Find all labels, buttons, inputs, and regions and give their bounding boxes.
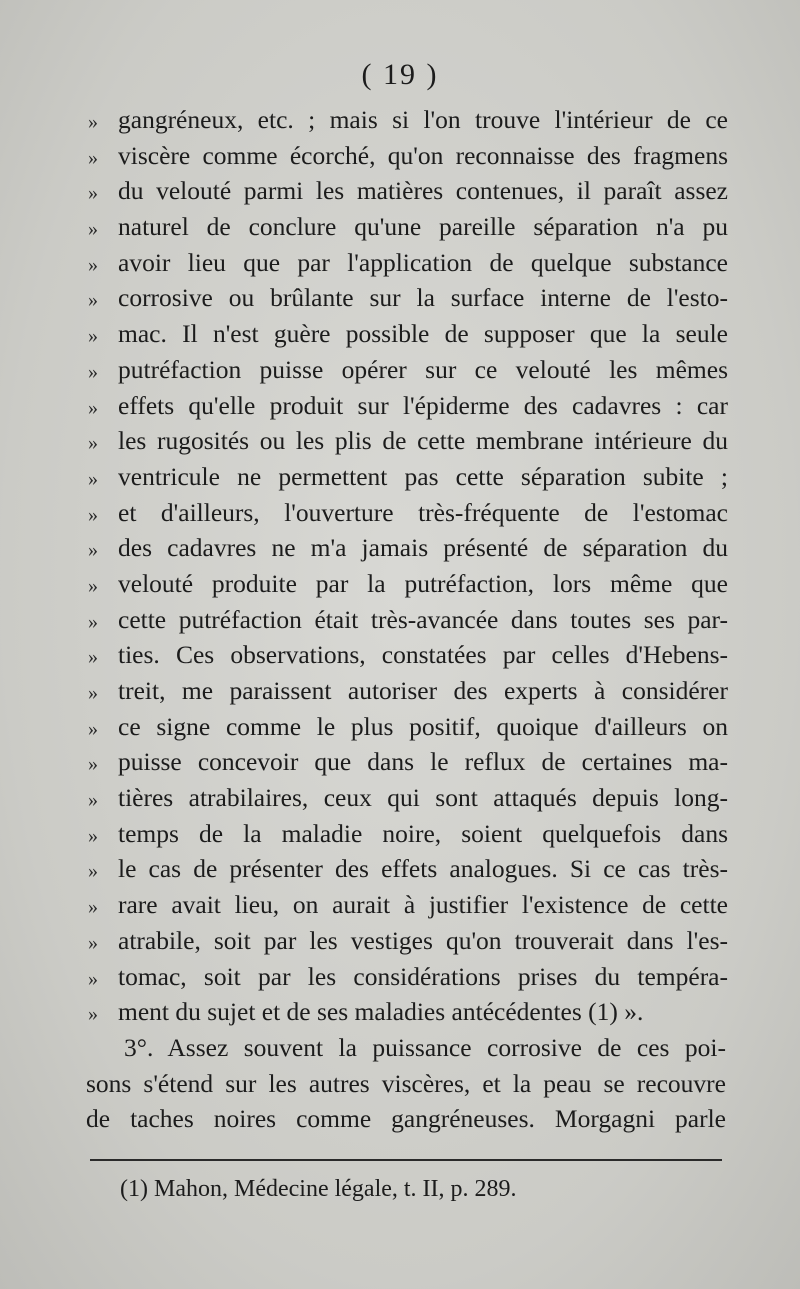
- quote-mark: »: [88, 610, 98, 633]
- text-line: [88, 245, 728, 281]
- quote-mark: »: [88, 789, 98, 812]
- text-line: [88, 744, 728, 780]
- text-line: [88, 709, 728, 745]
- line-text: viscère comme écorché, qu'on reconnaisse des fragmens: [118, 140, 728, 170]
- quote-mark: »: [88, 218, 98, 241]
- quote-mark: »: [88, 182, 98, 205]
- quote-mark: »: [88, 360, 98, 383]
- text-line: [88, 280, 728, 316]
- line-text: tomac, soit par les considérations prises du tempéra-: [118, 961, 728, 991]
- quote-mark: »: [88, 931, 98, 954]
- text-line: [88, 673, 728, 709]
- text-line: [86, 1066, 726, 1102]
- line-text: effets qu'elle produit sur l'épiderme des cadavres : car: [118, 390, 728, 420]
- text-line: [88, 102, 728, 138]
- line-text: ties. Ces observations, constatées par celles d'Hebens-: [118, 640, 728, 670]
- text-line: [88, 459, 728, 495]
- quote-mark: »: [88, 325, 98, 348]
- text-line: [88, 923, 728, 959]
- line-text: et d'ailleurs, l'ouverture très-fréquente de l'estomac: [118, 497, 728, 527]
- line-text: rare avait lieu, on aurait à justifier l'existence de cette: [118, 890, 728, 920]
- text-line: [88, 887, 728, 923]
- quote-mark: »: [88, 467, 98, 490]
- line-text: corrosive ou brûlante sur la surface interne de l'esto-: [118, 283, 728, 313]
- line-text: 3°. Assez souvent la puissance corrosive de ces poi-: [124, 1032, 726, 1062]
- line-text: cette putréfaction était très-avancée dans toutes ses par-: [118, 604, 728, 634]
- quote-mark: »: [88, 574, 98, 597]
- quote-mark: »: [88, 824, 98, 847]
- line-text: du velouté parmi les matières contenues, il paraît assez: [118, 176, 728, 206]
- text-line: [88, 816, 728, 852]
- line-text: les rugosités ou les plis de cette membrane intérieure du: [118, 426, 728, 456]
- text-line: [88, 780, 728, 816]
- line-text: ce signe comme le plus positif, quoique d'ailleurs on: [118, 711, 728, 741]
- line-text: puisse concevoir que dans le reflux de certaines ma-: [118, 747, 728, 777]
- quote-mark: »: [88, 503, 98, 526]
- line-text: des cadavres ne m'a jamais présenté de séparation du: [118, 533, 728, 563]
- text-line: [86, 1030, 726, 1066]
- quote-mark: »: [88, 146, 98, 169]
- quote-mark: »: [88, 682, 98, 704]
- quote-mark: »: [88, 396, 98, 419]
- main-text: [88, 102, 728, 1137]
- line-text: de taches noires comme gangréneuses. Morgagni parle: [86, 1104, 726, 1134]
- text-line: [88, 173, 728, 209]
- line-text: ment du sujet et de ses maladies antécédentes (1) ».: [118, 997, 644, 1027]
- line-text: avoir lieu que par l'application de quelque substance: [118, 247, 728, 277]
- text-line: [88, 352, 728, 388]
- footnote-rule: [90, 1159, 722, 1161]
- text-line: [88, 138, 728, 174]
- text-line: [88, 959, 728, 995]
- quote-mark: »: [88, 967, 98, 990]
- text-line: [88, 637, 728, 673]
- text-line: [88, 602, 728, 638]
- line-text: atrabile, soit par les vestiges qu'on trouverait dans l'es-: [118, 925, 728, 955]
- line-text: velouté produite par la putréfaction, lors même que: [118, 568, 728, 598]
- line-text: temps de la maladie noire, soient quelquefois dans: [118, 818, 728, 848]
- text-line: [88, 388, 728, 424]
- line-text: le cas de présenter des effets analogues. Si ce cas très-: [118, 854, 728, 884]
- line-text: sons s'étend sur les autres viscères, et la peau se recouvre: [86, 1068, 726, 1098]
- quote-mark: »: [88, 289, 98, 312]
- line-text: ventricule ne permettent pas cette séparation subite ;: [118, 461, 728, 491]
- text-line: [88, 530, 728, 566]
- line-text: tières atrabilaires, ceux qui sont attaqués depuis long-: [118, 783, 728, 813]
- line-text: mac. Il n'est guère possible de supposer que la seule: [118, 319, 728, 349]
- page-number: ( 19 ): [361, 58, 439, 91]
- quote-mark: »: [88, 432, 98, 455]
- quote-mark: »: [88, 646, 98, 669]
- quote-mark: »: [88, 253, 98, 276]
- footnote: (1) Mahon, Médecine légale, t. II, p. 289.: [120, 1176, 517, 1202]
- line-text: putréfaction puisse opérer sur ce velouté les mêmes: [118, 354, 728, 384]
- quote-mark: »: [88, 860, 98, 883]
- text-line: [88, 495, 728, 531]
- text-line: [88, 566, 728, 602]
- text-line: [86, 1101, 726, 1137]
- quote-mark: »: [88, 717, 98, 740]
- line-text: treit, me paraissent autoriser des experts à considérer: [118, 676, 728, 705]
- text-line: [88, 994, 728, 1030]
- quote-mark: »: [88, 1003, 98, 1026]
- quote-mark: »: [88, 539, 98, 562]
- text-line: [88, 316, 728, 352]
- line-text: gangréneux, etc. ; mais si l'on trouve l'intérieur de ce: [118, 105, 728, 134]
- quote-mark: »: [88, 896, 98, 919]
- quote-mark: »: [88, 753, 98, 776]
- quote-mark: »: [88, 111, 98, 133]
- text-line: [88, 851, 728, 887]
- line-text: naturel de conclure qu'une pareille séparation n'a pu: [118, 212, 728, 242]
- text-line: [88, 423, 728, 459]
- text-line: [88, 209, 728, 245]
